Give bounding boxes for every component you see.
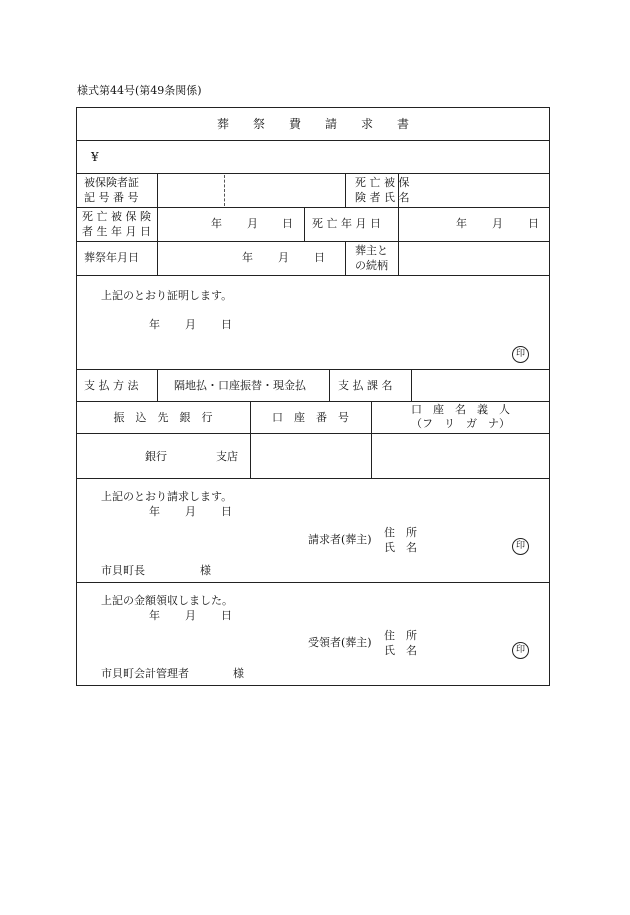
death-day-unit: 日 <box>528 217 539 230</box>
birth-month-unit: 月 <box>247 217 258 230</box>
receipt-addressee: 市貝町会計管理者 様 <box>101 667 244 680</box>
chief-mourner-relation-field[interactable] <box>400 243 548 274</box>
funeral-date-label: 葬祭年月日 <box>84 251 139 264</box>
death-year-unit: 年 <box>456 217 467 230</box>
claimant-label: 請求者(葬主) <box>308 533 372 546</box>
birth-day-unit: 日 <box>282 217 293 230</box>
funeral-year-unit: 年 <box>242 251 253 264</box>
certify-seal-mark: 印 <box>512 346 529 363</box>
certify-month-unit: 月 <box>185 318 196 331</box>
insured-card-label-l2: 記 号 番 号 <box>84 191 139 204</box>
account-number-field[interactable] <box>252 435 370 477</box>
account-number-header: 口 座 番 号 <box>272 411 349 424</box>
account-holder-field[interactable] <box>373 435 548 477</box>
receipt-year-unit: 年 <box>149 609 160 622</box>
claim-text: 上記のとおり請求します。 <box>101 490 233 503</box>
insured-card-label-l1: 被保険者証 <box>84 176 139 189</box>
claim-addressee: 市貝町長 様 <box>101 564 211 577</box>
account-holder-header-l1: 口 座 名 義 人 <box>411 403 510 416</box>
certify-day-unit: 日 <box>221 318 232 331</box>
deceased-name-field[interactable] <box>400 175 548 206</box>
claim-day-unit: 日 <box>221 505 232 518</box>
payment-section-label: 支 払 課 名 <box>338 379 393 392</box>
birth-year-unit: 年 <box>211 217 222 230</box>
claimant-name-label: 氏 名 <box>384 541 417 554</box>
receipt-month-unit: 月 <box>185 609 196 622</box>
receiver-name-label: 氏 名 <box>384 644 417 657</box>
form-title: 葬 祭 費 請 求 書 <box>216 117 409 131</box>
receipt-seal-mark: 印 <box>512 642 529 659</box>
claim-month-unit: 月 <box>185 505 196 518</box>
bank-suffix: 銀行 <box>145 450 167 463</box>
funeral-day-unit: 日 <box>314 251 325 264</box>
claim-seal-mark: 印 <box>512 538 529 555</box>
bank-header: 振 込 先 銀 行 <box>113 411 213 424</box>
receiver-label: 受領者(葬主) <box>308 636 372 649</box>
amount-field[interactable] <box>110 143 540 171</box>
death-month-unit: 月 <box>492 217 503 230</box>
receipt-day-unit: 日 <box>221 609 232 622</box>
death-date-label: 死 亡 年 月 日 <box>312 217 381 230</box>
deceased-name-label-l2: 険 者 氏 名 <box>355 191 410 204</box>
payment-section-field[interactable] <box>413 371 548 400</box>
account-holder-header-l2: （フ リ ガ ナ） <box>411 417 510 430</box>
claim-year-unit: 年 <box>149 505 160 518</box>
funeral-month-unit: 月 <box>278 251 289 264</box>
receipt-text: 上記の金額領収しました。 <box>101 594 233 607</box>
yen-mark: ¥ <box>91 150 99 164</box>
payment-options: 隔地払・口座振替・現金払 <box>174 379 306 392</box>
deceased-name-label-l1: 死 亡 被 保 <box>355 176 410 189</box>
chief-mourner-label-l1: 葬主と <box>355 244 388 257</box>
receiver-address-label: 住 所 <box>384 629 417 642</box>
deceased-birth-label-l1: 死 亡 被 保 険 <box>82 210 151 223</box>
insured-number-field[interactable] <box>226 175 344 206</box>
chief-mourner-label-l2: の続柄 <box>355 259 388 272</box>
certify-text: 上記のとおり証明します。 <box>101 289 233 302</box>
payment-method-label: 支 払 方 法 <box>84 379 139 392</box>
form-number: 様式第44号(第49条関係) <box>77 84 202 97</box>
insured-symbol-field[interactable] <box>159 175 223 206</box>
certify-year-unit: 年 <box>149 318 160 331</box>
deceased-birth-label-l2: 者 生 年 月 日 <box>82 225 151 238</box>
claimant-address-label: 住 所 <box>384 526 417 539</box>
branch-suffix: 支店 <box>216 450 238 463</box>
